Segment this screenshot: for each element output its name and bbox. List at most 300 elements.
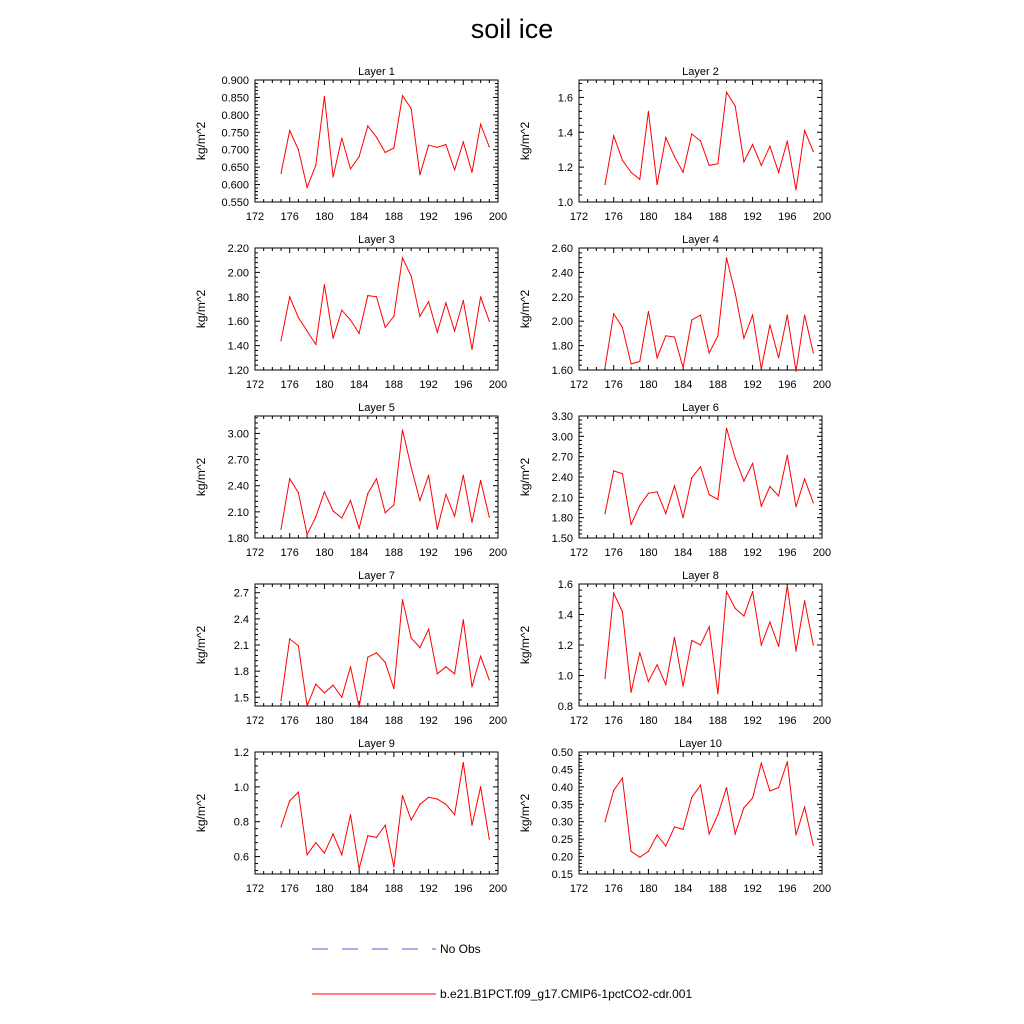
data-point <box>657 834 658 835</box>
data-point <box>359 528 360 529</box>
data-point <box>717 693 718 694</box>
y-tick-label: 0.800 <box>221 109 249 122</box>
plot-frame <box>579 416 822 538</box>
x-tick-label: 176 <box>604 547 623 559</box>
data-point <box>752 591 753 592</box>
y-tick-label: 2.70 <box>551 451 573 464</box>
y-tick-label: 0.750 <box>221 127 249 140</box>
data-point <box>691 133 692 134</box>
data-point <box>471 686 472 687</box>
x-tick-label: 172 <box>569 715 589 727</box>
data-point <box>402 599 403 600</box>
panel-title: Layer 1 <box>358 66 395 78</box>
legend-swatch-dashed <box>312 942 436 956</box>
y-tick-label: 1.0 <box>233 781 249 794</box>
x-tick-label: 180 <box>639 883 658 895</box>
data-point <box>411 467 412 468</box>
y-axis-label: kg/m^2 <box>194 457 208 497</box>
x-tick-label: 172 <box>569 211 589 223</box>
data-point <box>445 804 446 805</box>
x-tick-label: 172 <box>245 379 265 391</box>
data-point <box>324 692 325 693</box>
x-tick-label: 172 <box>569 547 589 559</box>
data-point <box>674 637 675 638</box>
y-axis-label: kg/m^2 <box>518 457 532 497</box>
x-tick-label: 200 <box>812 883 832 895</box>
y-axis-label: kg/m^2 <box>518 793 532 833</box>
data-point <box>639 361 640 362</box>
data-point <box>630 363 631 364</box>
data-point <box>437 529 438 530</box>
data-point <box>691 797 692 798</box>
x-tick-label: 188 <box>708 883 728 895</box>
data-point <box>795 189 796 190</box>
x-tick-label: 188 <box>384 211 404 223</box>
data-point <box>463 762 464 763</box>
data-point <box>665 335 666 336</box>
data-point <box>454 516 455 517</box>
data-point <box>743 338 744 339</box>
data-point <box>324 852 325 853</box>
x-tick-label: 188 <box>384 379 404 391</box>
data-point <box>752 144 753 145</box>
data-point <box>341 517 342 518</box>
figure-title: soil ice <box>470 14 554 44</box>
panel-layer-10 <box>518 738 831 895</box>
data-point <box>402 257 403 258</box>
data-point <box>489 679 490 680</box>
data-point <box>298 791 299 792</box>
x-tick-label: 180 <box>639 211 658 223</box>
data-point <box>445 494 446 495</box>
data-point <box>471 825 472 826</box>
x-tick-label: 200 <box>488 547 508 559</box>
data-point <box>761 644 762 645</box>
data-point <box>613 135 614 136</box>
x-tick-label: 192 <box>743 211 762 223</box>
data-point <box>683 367 684 368</box>
data-point <box>639 857 640 858</box>
x-tick-label: 200 <box>812 715 832 727</box>
data-point <box>700 644 701 645</box>
x-tick-label: 176 <box>604 211 623 223</box>
x-tick-label: 196 <box>454 211 473 223</box>
series-line <box>281 96 489 188</box>
panel-layer-8 <box>518 570 831 727</box>
x-tick-label: 196 <box>778 883 797 895</box>
y-tick-label: 1.2 <box>233 747 249 759</box>
data-point <box>813 845 814 846</box>
data-point <box>735 106 736 107</box>
data-point <box>289 296 290 297</box>
data-point <box>341 138 342 139</box>
x-tick-label: 192 <box>743 379 762 391</box>
x-tick-label: 172 <box>245 547 265 559</box>
x-tick-label: 184 <box>673 715 693 727</box>
data-point <box>289 800 290 801</box>
x-tick-label: 180 <box>639 547 658 559</box>
panel-layer-5 <box>194 402 507 559</box>
data-point <box>604 678 605 679</box>
data-point <box>359 333 360 334</box>
data-point <box>683 517 684 518</box>
y-tick-label: 0.8 <box>233 816 249 829</box>
data-point <box>280 700 281 701</box>
data-point <box>333 176 334 177</box>
x-tick-label: 200 <box>812 547 832 559</box>
y-tick-label: 0.600 <box>221 179 249 192</box>
y-tick-label: 1.80 <box>227 533 249 545</box>
y-axis-label: kg/m^2 <box>194 793 208 833</box>
data-point <box>454 169 455 170</box>
data-point <box>665 137 666 138</box>
x-tick-label: 172 <box>245 883 265 895</box>
x-tick-label: 184 <box>349 211 369 223</box>
data-point <box>437 798 438 799</box>
x-tick-label: 192 <box>419 379 438 391</box>
y-tick-label: 0.900 <box>221 75 249 87</box>
data-point <box>648 851 649 852</box>
x-tick-label: 188 <box>708 211 728 223</box>
data-point <box>726 591 727 592</box>
data-point <box>463 619 464 620</box>
x-tick-label: 192 <box>743 883 762 895</box>
data-point <box>393 147 394 148</box>
series-line <box>281 763 489 869</box>
x-tick-label: 184 <box>673 211 693 223</box>
y-tick-label: 3.30 <box>551 411 573 423</box>
data-point <box>306 854 307 855</box>
data-point <box>813 151 814 152</box>
y-tick-label: 2.10 <box>551 492 573 505</box>
x-tick-label: 200 <box>488 379 508 391</box>
data-point <box>280 340 281 341</box>
data-point <box>445 144 446 145</box>
series-line <box>605 92 813 190</box>
data-point <box>437 673 438 674</box>
data-point <box>289 478 290 479</box>
data-point <box>385 825 386 826</box>
data-point <box>700 466 701 467</box>
panel-title: Layer 6 <box>682 402 719 414</box>
data-point <box>735 608 736 609</box>
y-tick-label: 1.50 <box>551 533 573 545</box>
x-tick-label: 196 <box>778 715 797 727</box>
x-tick-label: 192 <box>419 715 438 727</box>
plot-frame <box>255 416 498 538</box>
x-tick-label: 176 <box>604 715 623 727</box>
y-tick-label: 2.00 <box>227 267 249 280</box>
data-point <box>665 513 666 514</box>
data-point <box>437 147 438 148</box>
data-point <box>795 506 796 507</box>
data-point <box>804 315 805 316</box>
x-tick-label: 192 <box>743 547 762 559</box>
y-tick-label: 1.2 <box>557 162 573 175</box>
data-point <box>454 330 455 331</box>
data-point <box>489 839 490 840</box>
data-point <box>743 480 744 481</box>
data-point <box>428 301 429 302</box>
data-point <box>717 814 718 815</box>
data-point <box>419 647 420 648</box>
data-point <box>613 790 614 791</box>
x-tick-label: 180 <box>315 211 334 223</box>
legend-swatch-solid <box>312 987 436 1001</box>
x-tick-label: 180 <box>315 379 334 391</box>
data-point <box>428 475 429 476</box>
y-axis-label: kg/m^2 <box>194 289 208 329</box>
data-point <box>665 684 666 685</box>
panel-title: Layer 9 <box>358 738 395 750</box>
data-point <box>778 495 779 496</box>
data-point <box>376 652 377 653</box>
y-tick-label: 1.60 <box>551 365 573 377</box>
x-tick-label: 192 <box>419 547 438 559</box>
data-point <box>428 145 429 146</box>
y-tick-label: 2.40 <box>551 267 573 280</box>
data-point <box>393 504 394 505</box>
data-point <box>769 486 770 487</box>
y-tick-label: 1.4 <box>557 127 573 140</box>
y-tick-label: 1.0 <box>557 670 573 683</box>
data-point <box>787 140 788 141</box>
data-point <box>604 367 605 368</box>
x-tick-label: 184 <box>349 715 369 727</box>
x-tick-label: 192 <box>743 715 762 727</box>
data-point <box>471 522 472 523</box>
data-point <box>489 321 490 322</box>
data-point <box>648 681 649 682</box>
data-point <box>778 357 779 358</box>
data-point <box>333 684 334 685</box>
y-tick-label: 0.45 <box>551 764 573 777</box>
data-point <box>674 336 675 337</box>
series-line <box>605 762 813 858</box>
data-point <box>761 506 762 507</box>
data-point <box>735 457 736 458</box>
data-point <box>350 500 351 501</box>
data-point <box>787 455 788 456</box>
data-point <box>445 302 446 303</box>
data-point <box>315 516 316 517</box>
panel-layer-3 <box>194 234 507 391</box>
data-point <box>622 473 623 474</box>
data-point <box>726 787 727 788</box>
data-point <box>795 834 796 835</box>
x-tick-label: 176 <box>604 883 623 895</box>
data-point <box>674 485 675 486</box>
data-point <box>480 656 481 657</box>
data-point <box>480 786 481 787</box>
panel-title: Layer 8 <box>682 570 719 582</box>
y-tick-label: 1.5 <box>233 692 249 705</box>
data-point <box>333 338 334 339</box>
series-line <box>605 586 813 694</box>
y-tick-label: 2.1 <box>233 640 249 652</box>
data-point <box>298 492 299 493</box>
y-tick-label: 2.10 <box>227 506 249 519</box>
legend-label-no-obs: No Obs <box>440 942 481 956</box>
x-tick-label: 172 <box>245 715 265 727</box>
x-tick-label: 196 <box>778 547 797 559</box>
y-tick-label: 2.70 <box>227 454 249 467</box>
data-point <box>471 172 472 173</box>
y-axis-label: kg/m^2 <box>518 289 532 329</box>
y-tick-label: 1.20 <box>227 365 249 377</box>
data-point <box>367 295 368 296</box>
data-point <box>402 795 403 796</box>
data-point <box>769 790 770 791</box>
y-tick-label: 2.20 <box>551 291 573 304</box>
y-tick-label: 3.00 <box>227 428 249 441</box>
data-point <box>743 615 744 616</box>
data-point <box>428 629 429 630</box>
data-point <box>813 352 814 353</box>
y-tick-label: 0.20 <box>551 851 573 864</box>
x-tick-label: 180 <box>639 715 658 727</box>
x-tick-label: 196 <box>454 715 473 727</box>
data-point <box>298 149 299 150</box>
data-point <box>769 324 770 325</box>
data-point <box>411 637 412 638</box>
data-point <box>376 478 377 479</box>
data-point <box>315 842 316 843</box>
data-point <box>376 137 377 138</box>
plot-frame <box>579 248 822 370</box>
data-point <box>463 141 464 142</box>
data-point <box>639 652 640 653</box>
data-point <box>787 761 788 762</box>
panel-layer-2 <box>518 66 831 223</box>
data-point <box>787 315 788 316</box>
y-axis-label: kg/m^2 <box>518 625 532 665</box>
legend-label-model-run: b.e21.B1PCT.f09_g17.CMIP6-1pctCO2-cdr.001 <box>440 987 693 1001</box>
data-point <box>622 160 623 161</box>
y-tick-label: 1.6 <box>557 579 573 591</box>
data-point <box>787 585 788 586</box>
data-point <box>743 161 744 162</box>
panel-layer-4 <box>518 234 831 391</box>
x-tick-label: 184 <box>349 379 369 391</box>
data-point <box>298 317 299 318</box>
data-point <box>376 837 377 838</box>
data-point <box>630 692 631 693</box>
data-point <box>480 124 481 125</box>
data-point <box>630 172 631 173</box>
data-point <box>657 357 658 358</box>
data-point <box>726 92 727 93</box>
data-point <box>795 371 796 372</box>
x-tick-label: 196 <box>778 211 797 223</box>
data-point <box>385 662 386 663</box>
data-point <box>280 826 281 827</box>
data-point <box>341 697 342 698</box>
data-point <box>471 349 472 350</box>
data-point <box>778 646 779 647</box>
data-point <box>613 470 614 471</box>
x-tick-label: 188 <box>708 379 728 391</box>
x-tick-label: 176 <box>280 715 299 727</box>
data-point <box>717 335 718 336</box>
data-point <box>463 475 464 476</box>
data-point <box>630 524 631 525</box>
panel-title: Layer 7 <box>358 570 395 582</box>
data-point <box>289 130 290 131</box>
plot-frame <box>255 248 498 370</box>
y-tick-label: 2.00 <box>551 316 573 329</box>
data-point <box>735 833 736 834</box>
legend-entry-no-obs <box>312 942 481 956</box>
data-point <box>769 146 770 147</box>
data-point <box>280 529 281 530</box>
data-point <box>393 688 394 689</box>
x-tick-label: 172 <box>569 379 589 391</box>
data-point <box>804 478 805 479</box>
data-point <box>367 835 368 836</box>
data-point <box>385 327 386 328</box>
data-point <box>648 311 649 312</box>
series-line <box>605 428 813 524</box>
data-point <box>743 807 744 808</box>
x-tick-label: 200 <box>488 715 508 727</box>
x-tick-label: 200 <box>488 883 508 895</box>
series-line <box>281 258 489 350</box>
panel-title: Layer 2 <box>682 66 719 78</box>
data-point <box>691 640 692 641</box>
data-point <box>613 313 614 314</box>
data-point <box>709 352 710 353</box>
x-tick-label: 188 <box>384 715 404 727</box>
x-tick-label: 188 <box>708 715 728 727</box>
data-point <box>437 332 438 333</box>
data-point <box>726 257 727 258</box>
data-point <box>691 477 692 478</box>
y-tick-label: 1.0 <box>557 197 573 209</box>
data-point <box>683 686 684 687</box>
plot-frame <box>255 584 498 706</box>
x-tick-label: 172 <box>245 211 265 223</box>
data-point <box>324 491 325 492</box>
y-tick-label: 1.8 <box>233 666 249 679</box>
y-tick-label: 1.60 <box>227 316 249 329</box>
data-point <box>804 600 805 601</box>
x-tick-label: 180 <box>639 379 658 391</box>
data-point <box>709 494 710 495</box>
data-point <box>385 152 386 153</box>
data-point <box>419 316 420 317</box>
x-tick-label: 176 <box>280 547 299 559</box>
data-point <box>367 657 368 658</box>
data-point <box>657 491 658 492</box>
data-point <box>480 480 481 481</box>
y-tick-label: 0.50 <box>551 747 573 759</box>
y-tick-label: 0.550 <box>221 197 249 209</box>
y-tick-label: 1.2 <box>557 640 573 652</box>
panel-layer-1 <box>194 66 507 223</box>
x-tick-label: 184 <box>349 547 369 559</box>
data-point <box>604 184 605 185</box>
panel-title: Layer 4 <box>682 234 719 246</box>
y-tick-label: 1.40 <box>227 340 249 353</box>
y-tick-label: 0.30 <box>551 816 573 829</box>
data-point <box>674 156 675 157</box>
data-point <box>648 111 649 112</box>
data-point <box>315 684 316 685</box>
data-point <box>813 502 814 503</box>
data-point <box>630 851 631 852</box>
data-point <box>700 140 701 141</box>
